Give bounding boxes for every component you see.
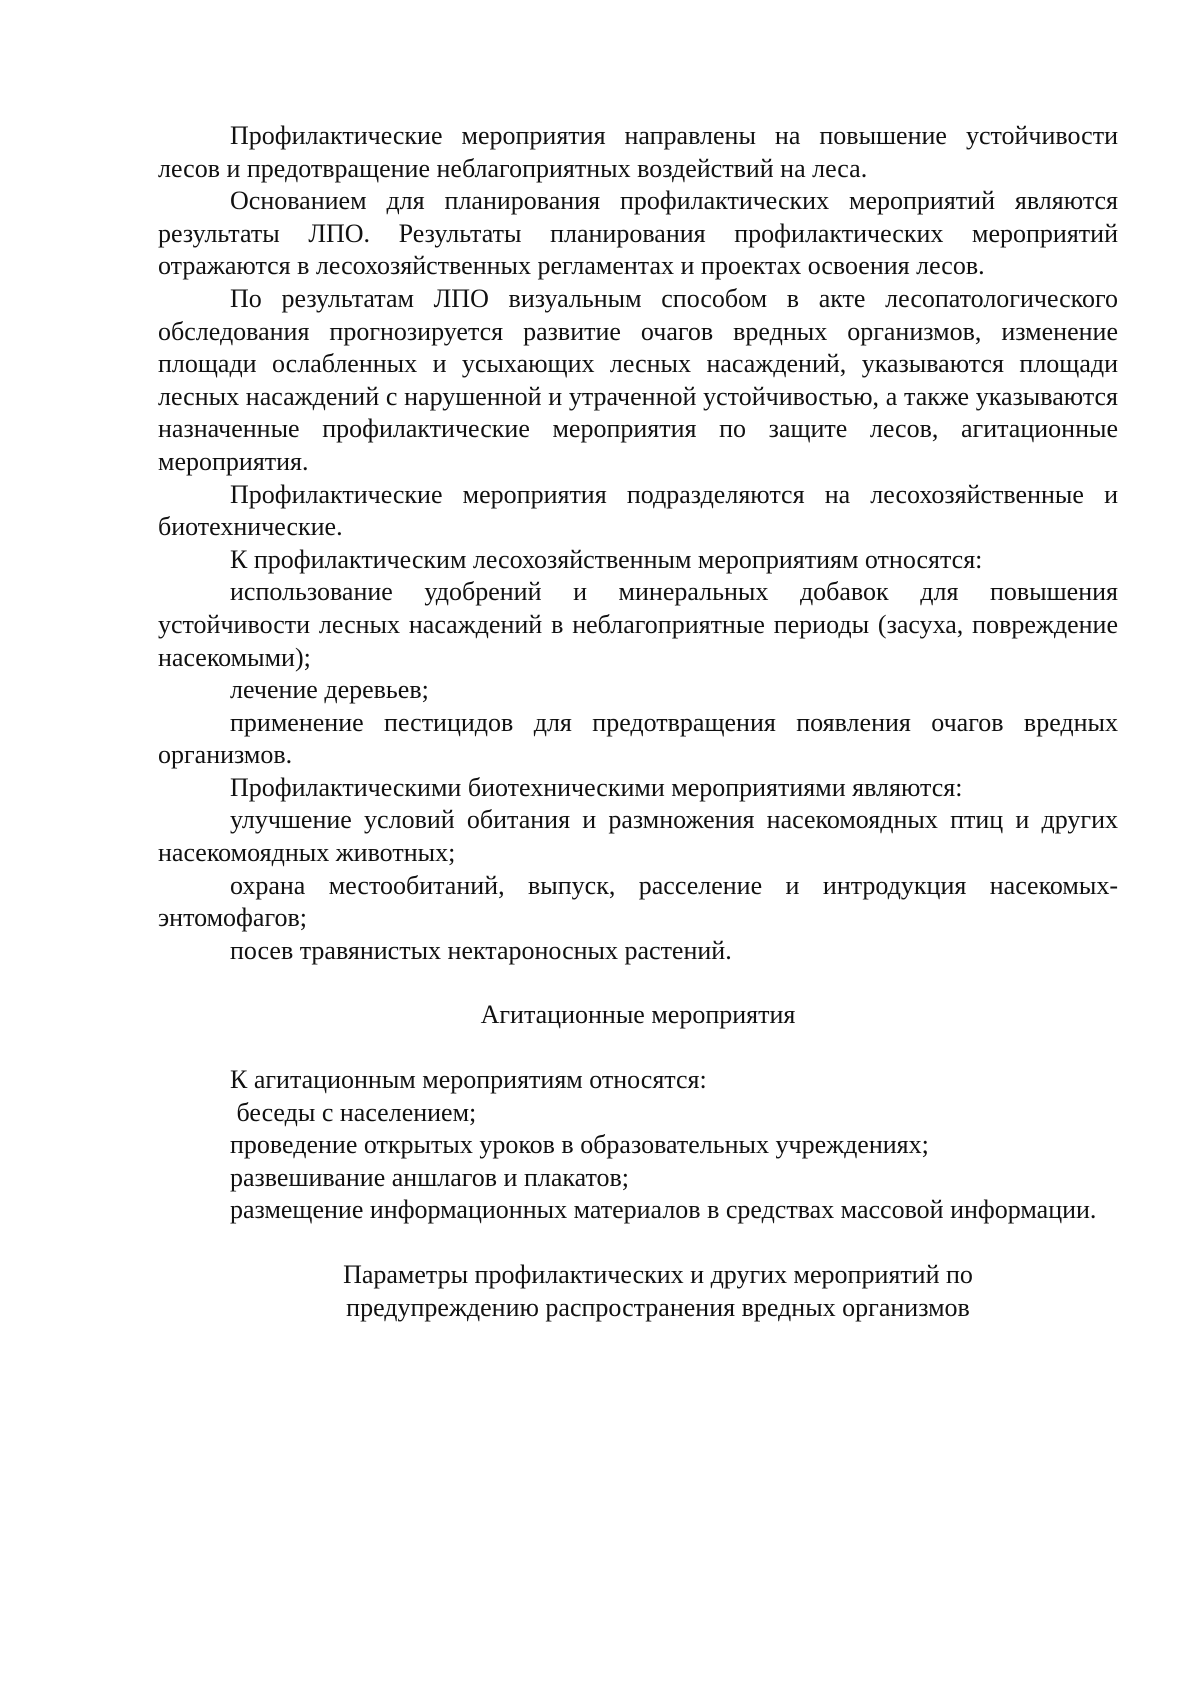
document-body (158, 120, 1118, 1324)
heading-parameters-line1: Параметры профилактических и других мероприятий по (343, 1260, 973, 1289)
list-item-posters: развешивание аншлагов и плакатов; (230, 1162, 630, 1192)
paragraph-forestry-measures-intro: К профилактическим лесохозяйственным мероприятиям относятся: (230, 544, 983, 574)
list-item-tree-treatment: лечение деревьев; (230, 675, 429, 705)
list-item-entomophages: охрана местообитаний, выпуск, расселение и интродукция насекомых-энтомофагов; (158, 870, 1118, 933)
list-item-mass-media: размещение информационных материалов в средствах массовой информации. (230, 1195, 1097, 1225)
list-item-pesticides: применение пестицидов для предотвращения появления очагов вредных организмов. (158, 707, 1118, 770)
heading-agitation: Агитационные мероприятия (480, 1000, 796, 1030)
paragraph-biotech-measures-intro: Профилактическими биотехническими мероприятиями являются: (230, 772, 963, 802)
list-item-open-lessons: проведение открытых уроков в образовательных учреждениях; (230, 1130, 929, 1160)
list-item-fertilizers: использование удобрений и минеральных добавок для повышения устойчивости лесных насаждений в неблагоприятные периоды (засуха, повреждение насекомыми); (158, 577, 1118, 672)
heading-parameters (158, 1259, 1118, 1324)
paragraph-agitation-intro: К агитационным мероприятиям относятся: (230, 1065, 707, 1095)
list-item-conversations: беседы с населением; (230, 1097, 477, 1127)
paragraph-lpo-results: По результатам ЛПО визуальным способом в акте лесопатологического обследования прогнозируется развитие очагов вредных организмов, изменение площади ослабленных и усыхающих лесных насаждений, указываются площади лесных насаждений с нарушенной и утраченной устойчивостью, а также указываются назначенные профилактические мероприятия по защите лесов, агитационные мероприятия. (158, 283, 1118, 476)
paragraph-measures-division: Профилактические мероприятия подразделяются на лесохозяйственные и биотехнические. (158, 479, 1118, 542)
list-item-nectar-plants: посев травянистых нектароносных растений. (230, 935, 732, 965)
paragraph-preventive-purpose: Профилактические мероприятия направлены на повышение устойчивости лесов и предотвращение неблагоприятных воздействий на леса. (158, 121, 1118, 183)
paragraph-planning-basis: Основанием для планирования профилактических мероприятий являются результаты ЛПО. Результаты планирования профилактических мероприятий отражаются в лесохозяйственных регламентах и проектах освоения лесов. (158, 186, 1118, 281)
heading-parameters-line2: предупреждению распространения вредных организмов (346, 1292, 970, 1322)
list-item-bird-habitat: улучшение условий обитания и размножения насекомоядных птиц и других насекомоядных животных; (158, 805, 1118, 868)
